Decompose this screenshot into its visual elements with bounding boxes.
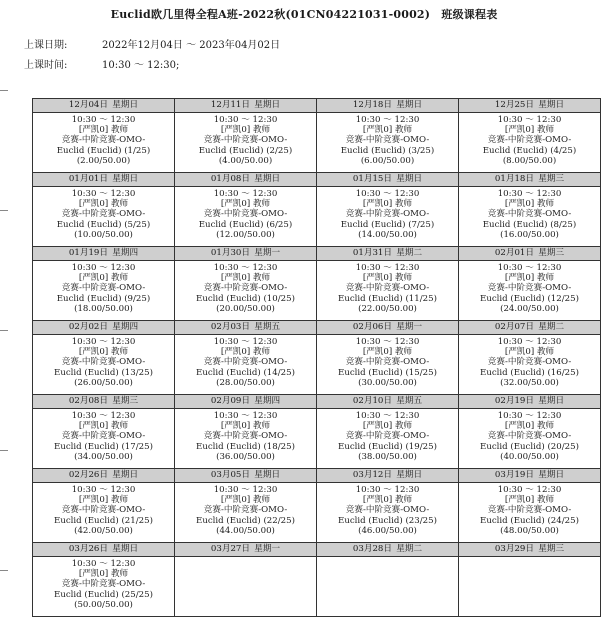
session-time: 10:30 ～ 12:30 — [355, 411, 420, 421]
session-progress: Euclid (Euclid) (22/25) — [196, 515, 295, 526]
session-course: 竞赛-中阶竞赛-OMO- — [61, 135, 146, 146]
session-time: 10:30 ～ 12:30 — [355, 337, 420, 347]
session-teacher: [严凯0] 教师 — [362, 273, 413, 284]
session-teacher: [严凯0] 教师 — [78, 125, 129, 136]
session-hours: (50.00/50.00) — [74, 599, 133, 610]
session-cell — [459, 483, 601, 543]
session-hours: (12.00/50.00) — [216, 229, 275, 240]
session-date: 12月18日 — [352, 100, 392, 110]
schedule-date-row — [33, 247, 601, 261]
session-cell — [175, 409, 317, 469]
session-hours: (20.00/50.00) — [216, 303, 275, 314]
session-progress: Euclid (Euclid) (6/25) — [198, 219, 293, 230]
session-cell — [33, 113, 175, 173]
class-date-value: 2022年12月04日 ～ 2023年04月02日 — [102, 40, 281, 51]
session-date-header — [33, 247, 175, 261]
session-teacher: [严凯0] 教师 — [78, 199, 129, 210]
session-date-header — [317, 543, 459, 557]
session-date-header — [33, 543, 175, 557]
class-time-row — [24, 56, 179, 71]
schedule-detail-row — [33, 261, 601, 321]
session-hours: (14.00/50.00) — [358, 229, 417, 240]
session-course: 竞赛-中阶竞赛-OMO- — [487, 135, 572, 146]
session-hours: (4.00/50.00) — [218, 155, 273, 166]
session-time: 10:30 ～ 12:30 — [71, 485, 136, 495]
session-date-header — [317, 469, 459, 483]
session-teacher: [严凯0] 教师 — [362, 125, 413, 136]
session-time: 10:30 ～ 12:30 — [71, 559, 136, 569]
session-date-header — [317, 247, 459, 261]
session-date: 12月04日 — [68, 100, 108, 110]
session-weekday: 星期四 — [254, 396, 281, 406]
session-weekday: 星期四 — [112, 248, 139, 258]
session-hours: (32.00/50.00) — [500, 377, 559, 388]
session-date-header — [33, 173, 175, 187]
session-date: 02月19日 — [494, 396, 534, 406]
schedule-detail-row — [33, 557, 601, 617]
session-teacher: [严凯0] 教师 — [504, 273, 555, 284]
session-teacher: [严凯0] 教师 — [220, 273, 271, 284]
session-time: 10:30 ～ 12:30 — [497, 189, 562, 199]
session-course: 竞赛-中阶竞赛-OMO- — [203, 357, 288, 368]
session-progress: Euclid (Euclid) (12/25) — [480, 293, 579, 304]
session-hours: (26.00/50.00) — [74, 377, 133, 388]
session-hours: (46.00/50.00) — [358, 525, 417, 536]
session-cell — [317, 113, 459, 173]
session-progress: Euclid (Euclid) (21/25) — [54, 515, 153, 526]
session-teacher: [严凯0] 教师 — [78, 421, 129, 432]
session-date-header — [175, 395, 317, 409]
session-hours: (36.00/50.00) — [216, 451, 275, 462]
session-cell — [317, 187, 459, 247]
session-date: 02月02日 — [68, 322, 108, 332]
session-date: 03月29日 — [494, 544, 534, 554]
session-progress: Euclid (Euclid) (9/25) — [56, 293, 151, 304]
session-hours: (24.00/50.00) — [500, 303, 559, 314]
session-course: 竞赛-中阶竞赛-OMO- — [487, 283, 572, 294]
session-date: 02月26日 — [68, 470, 108, 480]
session-date-header — [175, 469, 317, 483]
session-time: 10:30 ～ 12:30 — [497, 485, 562, 495]
session-hours: (42.00/50.00) — [74, 525, 133, 536]
session-cell — [459, 187, 601, 247]
session-course: 竞赛-中阶竞赛-OMO- — [203, 209, 288, 220]
session-date: 01月15日 — [352, 174, 392, 184]
session-time: 10:30 ～ 12:30 — [497, 337, 562, 347]
session-weekday: 星期日 — [396, 100, 423, 110]
session-weekday: 星期日 — [254, 100, 281, 110]
session-date: 01月19日 — [68, 248, 108, 258]
schedule-detail-row — [33, 187, 601, 247]
session-teacher: [严凯0] 教师 — [362, 347, 413, 358]
session-date-header — [459, 321, 601, 335]
session-date: 02月06日 — [352, 322, 392, 332]
session-progress: Euclid (Euclid) (16/25) — [480, 367, 579, 378]
session-time: 10:30 ～ 12:30 — [355, 115, 420, 125]
session-progress: Euclid (Euclid) (5/25) — [56, 219, 151, 230]
session-weekday: 星期五 — [254, 322, 281, 332]
session-date: 02月03日 — [210, 322, 250, 332]
session-teacher: [严凯0] 教师 — [78, 569, 129, 580]
session-date-header — [459, 247, 601, 261]
session-teacher: [严凯0] 教师 — [504, 347, 555, 358]
session-time: 10:30 ～ 12:30 — [213, 337, 278, 347]
session-weekday: 星期日 — [112, 470, 139, 480]
session-weekday: 星期一 — [254, 248, 281, 258]
session-cell — [317, 409, 459, 469]
session-teacher: [严凯0] 教师 — [220, 125, 271, 136]
session-date-header — [317, 321, 459, 335]
session-date: 03月28日 — [352, 544, 392, 554]
session-time: 10:30 ～ 12:30 — [497, 263, 562, 273]
session-time: 10:30 ～ 12:30 — [71, 115, 136, 125]
session-teacher: [严凯0] 教师 — [220, 421, 271, 432]
session-date-header — [459, 469, 601, 483]
session-progress: Euclid (Euclid) (17/25) — [54, 441, 153, 452]
session-progress: Euclid (Euclid) (14/25) — [196, 367, 295, 378]
margin-tick — [0, 570, 8, 571]
session-progress: Euclid (Euclid) (19/25) — [338, 441, 437, 452]
schedule-detail-row — [33, 113, 601, 173]
session-weekday: 星期日 — [538, 396, 565, 406]
session-teacher: [严凯0] 教师 — [220, 495, 271, 506]
session-course: 竞赛-中阶竞赛-OMO- — [61, 283, 146, 294]
session-teacher: [严凯0] 教师 — [362, 199, 413, 210]
session-date: 01月08日 — [210, 174, 250, 184]
margin-tick — [0, 330, 8, 331]
schedule-date-row — [33, 173, 601, 187]
session-weekday: 星期五 — [396, 396, 423, 406]
session-progress: Euclid (Euclid) (1/25) — [56, 145, 151, 156]
session-cell — [33, 483, 175, 543]
session-hours: (2.00/50.00) — [76, 155, 131, 166]
session-teacher: [严凯0] 教师 — [504, 495, 555, 506]
session-cell — [459, 557, 601, 617]
session-date-header — [175, 247, 317, 261]
session-cell — [175, 261, 317, 321]
session-time: 10:30 ～ 12:30 — [71, 189, 136, 199]
schedule-date-row — [33, 99, 601, 113]
session-time: 10:30 ～ 12:30 — [213, 485, 278, 495]
margin-tick — [0, 450, 8, 451]
session-progress: Euclid (Euclid) (2/25) — [198, 145, 293, 156]
session-progress: Euclid (Euclid) (18/25) — [196, 441, 295, 452]
session-course: 竞赛-中阶竞赛-OMO- — [345, 283, 430, 294]
session-cell — [175, 335, 317, 395]
session-date: 01月18日 — [494, 174, 534, 184]
session-date-header — [459, 173, 601, 187]
schedule-detail-row — [33, 483, 601, 543]
session-date-header — [33, 321, 175, 335]
session-time: 10:30 ～ 12:30 — [213, 263, 278, 273]
session-time: 10:30 ～ 12:30 — [497, 115, 562, 125]
session-date-header — [175, 173, 317, 187]
session-course: 竞赛-中阶竞赛-OMO- — [203, 431, 288, 442]
session-course: 竞赛-中阶竞赛-OMO- — [61, 357, 146, 368]
session-cell — [33, 261, 175, 321]
session-date-header — [175, 321, 317, 335]
margin-tick — [0, 90, 8, 91]
session-course: 竞赛-中阶竞赛-OMO- — [345, 357, 430, 368]
session-hours: (8.00/50.00) — [502, 155, 557, 166]
margin-tick — [0, 210, 8, 211]
session-time: 10:30 ～ 12:30 — [355, 263, 420, 273]
session-hours: (16.00/50.00) — [500, 229, 559, 240]
session-progress: Euclid (Euclid) (24/25) — [480, 515, 579, 526]
schedule-date-row — [33, 321, 601, 335]
session-teacher: [严凯0] 教师 — [362, 421, 413, 432]
session-hours: (6.00/50.00) — [360, 155, 415, 166]
session-time: 10:30 ～ 12:30 — [71, 337, 136, 347]
session-teacher: [严凯0] 教师 — [78, 273, 129, 284]
session-course: 竞赛-中阶竞赛-OMO- — [61, 431, 146, 442]
session-cell — [459, 261, 601, 321]
session-progress: Euclid (Euclid) (13/25) — [54, 367, 153, 378]
session-time: 10:30 ～ 12:30 — [213, 411, 278, 421]
session-progress: Euclid (Euclid) (8/25) — [482, 219, 577, 230]
session-course: 竞赛-中阶竞赛-OMO- — [487, 209, 572, 220]
session-time: 10:30 ～ 12:30 — [71, 411, 136, 421]
session-date: 03月27日 — [210, 544, 250, 554]
session-date-header — [175, 543, 317, 557]
session-course: 竞赛-中阶竞赛-OMO- — [203, 505, 288, 516]
session-hours: (48.00/50.00) — [500, 525, 559, 536]
schedule-table — [32, 98, 601, 617]
session-weekday: 星期三 — [538, 248, 565, 258]
session-date: 02月08日 — [68, 396, 108, 406]
session-date: 02月07日 — [494, 322, 534, 332]
session-teacher: [严凯0] 教师 — [78, 347, 129, 358]
session-hours: (10.00/50.00) — [74, 229, 133, 240]
session-progress: Euclid (Euclid) (23/25) — [338, 515, 437, 526]
session-cell — [317, 483, 459, 543]
session-course: 竞赛-中阶竞赛-OMO- — [203, 135, 288, 146]
session-progress: Euclid (Euclid) (15/25) — [338, 367, 437, 378]
session-course: 竞赛-中阶竞赛-OMO- — [345, 209, 430, 220]
session-progress: Euclid (Euclid) (20/25) — [480, 441, 579, 452]
session-date: 02月10日 — [352, 396, 392, 406]
session-date-header — [33, 469, 175, 483]
session-weekday: 星期一 — [396, 322, 423, 332]
session-course: 竞赛-中阶竞赛-OMO- — [345, 135, 430, 146]
session-teacher: [严凯0] 教师 — [504, 125, 555, 136]
session-weekday: 星期日 — [538, 100, 565, 110]
class-time-value: 10:30 ～ 12:30; — [102, 60, 180, 71]
session-date: 12月25日 — [494, 100, 534, 110]
session-course: 竞赛-中阶竞赛-OMO- — [345, 505, 430, 516]
session-weekday: 星期日 — [254, 470, 281, 480]
session-hours: (38.00/50.00) — [358, 451, 417, 462]
schedule-detail-row — [33, 335, 601, 395]
session-course: 竞赛-中阶竞赛-OMO- — [61, 505, 146, 516]
session-progress: Euclid (Euclid) (3/25) — [340, 145, 435, 156]
session-time: 10:30 ～ 12:30 — [355, 189, 420, 199]
session-cell — [175, 557, 317, 617]
schedule-detail-row — [33, 409, 601, 469]
session-progress: Euclid (Euclid) (10/25) — [196, 293, 295, 304]
session-weekday: 星期二 — [396, 248, 423, 258]
session-teacher: [严凯0] 教师 — [220, 347, 271, 358]
session-date-header — [459, 99, 601, 113]
session-date: 03月05日 — [210, 470, 250, 480]
session-course: 竞赛-中阶竞赛-OMO- — [345, 431, 430, 442]
session-course: 竞赛-中阶竞赛-OMO- — [61, 209, 146, 220]
session-weekday: 星期二 — [538, 322, 565, 332]
session-cell — [175, 483, 317, 543]
class-date-label: 上课日期: — [24, 40, 68, 51]
session-date: 01月30日 — [210, 248, 250, 258]
session-progress: Euclid (Euclid) (11/25) — [338, 293, 437, 304]
session-date-header — [459, 395, 601, 409]
session-progress: Euclid (Euclid) (7/25) — [340, 219, 435, 230]
session-hours: (30.00/50.00) — [358, 377, 417, 388]
session-cell — [175, 113, 317, 173]
class-time-label: 上课时间: — [24, 60, 68, 71]
session-date: 02月09日 — [210, 396, 250, 406]
session-date: 02月01日 — [494, 248, 534, 258]
session-cell — [33, 335, 175, 395]
session-hours: (34.00/50.00) — [74, 451, 133, 462]
session-teacher: [严凯0] 教师 — [504, 421, 555, 432]
session-weekday: 星期三 — [538, 544, 565, 554]
session-date: 12月11日 — [210, 100, 250, 110]
session-hours: (22.00/50.00) — [358, 303, 417, 314]
page-title: Euclid欧几里得全程A班-2022秋(01CN04221031-0002) 班级课程表 — [110, 8, 498, 21]
session-teacher: [严凯0] 教师 — [504, 199, 555, 210]
session-hours: (28.00/50.00) — [216, 377, 275, 388]
session-course: 竞赛-中阶竞赛-OMO- — [487, 431, 572, 442]
session-date: 01月31日 — [352, 248, 392, 258]
session-hours: (40.00/50.00) — [500, 451, 559, 462]
session-teacher: [严凯0] 教师 — [362, 495, 413, 506]
session-progress: Euclid (Euclid) (25/25) — [54, 589, 153, 600]
session-date-header — [317, 173, 459, 187]
session-cell — [317, 557, 459, 617]
session-time: 10:30 ～ 12:30 — [213, 189, 278, 199]
session-cell — [33, 409, 175, 469]
schedule-date-row — [33, 543, 601, 557]
session-time: 10:30 ～ 12:30 — [355, 485, 420, 495]
session-weekday: 星期四 — [112, 322, 139, 332]
session-course: 竞赛-中阶竞赛-OMO- — [203, 283, 288, 294]
session-date-header — [33, 99, 175, 113]
session-weekday: 星期日 — [112, 100, 139, 110]
session-teacher: [严凯0] 教师 — [78, 495, 129, 506]
session-cell — [459, 113, 601, 173]
session-date: 03月26日 — [68, 544, 108, 554]
schedule-date-row — [33, 469, 601, 483]
session-weekday: 星期三 — [538, 174, 565, 184]
session-weekday: 星期日 — [254, 174, 281, 184]
session-date: 03月19日 — [494, 470, 534, 480]
session-date-header — [317, 99, 459, 113]
session-teacher: [严凯0] 教师 — [220, 199, 271, 210]
session-date: 03月12日 — [352, 470, 392, 480]
session-cell — [175, 187, 317, 247]
session-date: 01月01日 — [68, 174, 108, 184]
schedule-date-row — [33, 395, 601, 409]
session-progress: Euclid (Euclid) (4/25) — [482, 145, 577, 156]
session-cell — [33, 187, 175, 247]
session-time: 10:30 ～ 12:30 — [71, 263, 136, 273]
session-date-header — [33, 395, 175, 409]
session-weekday: 星期一 — [254, 544, 281, 554]
session-course: 竞赛-中阶竞赛-OMO- — [487, 505, 572, 516]
session-weekday: 星期日 — [112, 544, 139, 554]
class-date-row — [24, 36, 280, 51]
session-course: 竞赛-中阶竞赛-OMO- — [61, 579, 146, 590]
session-hours: (44.00/50.00) — [216, 525, 275, 536]
session-cell — [459, 409, 601, 469]
session-weekday: 星期二 — [396, 544, 423, 554]
session-weekday: 星期三 — [112, 396, 139, 406]
session-cell — [33, 557, 175, 617]
session-hours: (18.00/50.00) — [74, 303, 133, 314]
session-time: 10:30 ～ 12:30 — [497, 411, 562, 421]
session-date-header — [317, 395, 459, 409]
session-weekday: 星期日 — [396, 174, 423, 184]
session-cell — [459, 335, 601, 395]
session-cell — [317, 335, 459, 395]
session-date-header — [459, 543, 601, 557]
session-weekday: 星期日 — [396, 470, 423, 480]
session-weekday: 星期日 — [538, 470, 565, 480]
session-date-header — [175, 99, 317, 113]
session-time: 10:30 ～ 12:30 — [213, 115, 278, 125]
session-course: 竞赛-中阶竞赛-OMO- — [487, 357, 572, 368]
session-cell — [317, 261, 459, 321]
session-weekday: 星期日 — [112, 174, 139, 184]
